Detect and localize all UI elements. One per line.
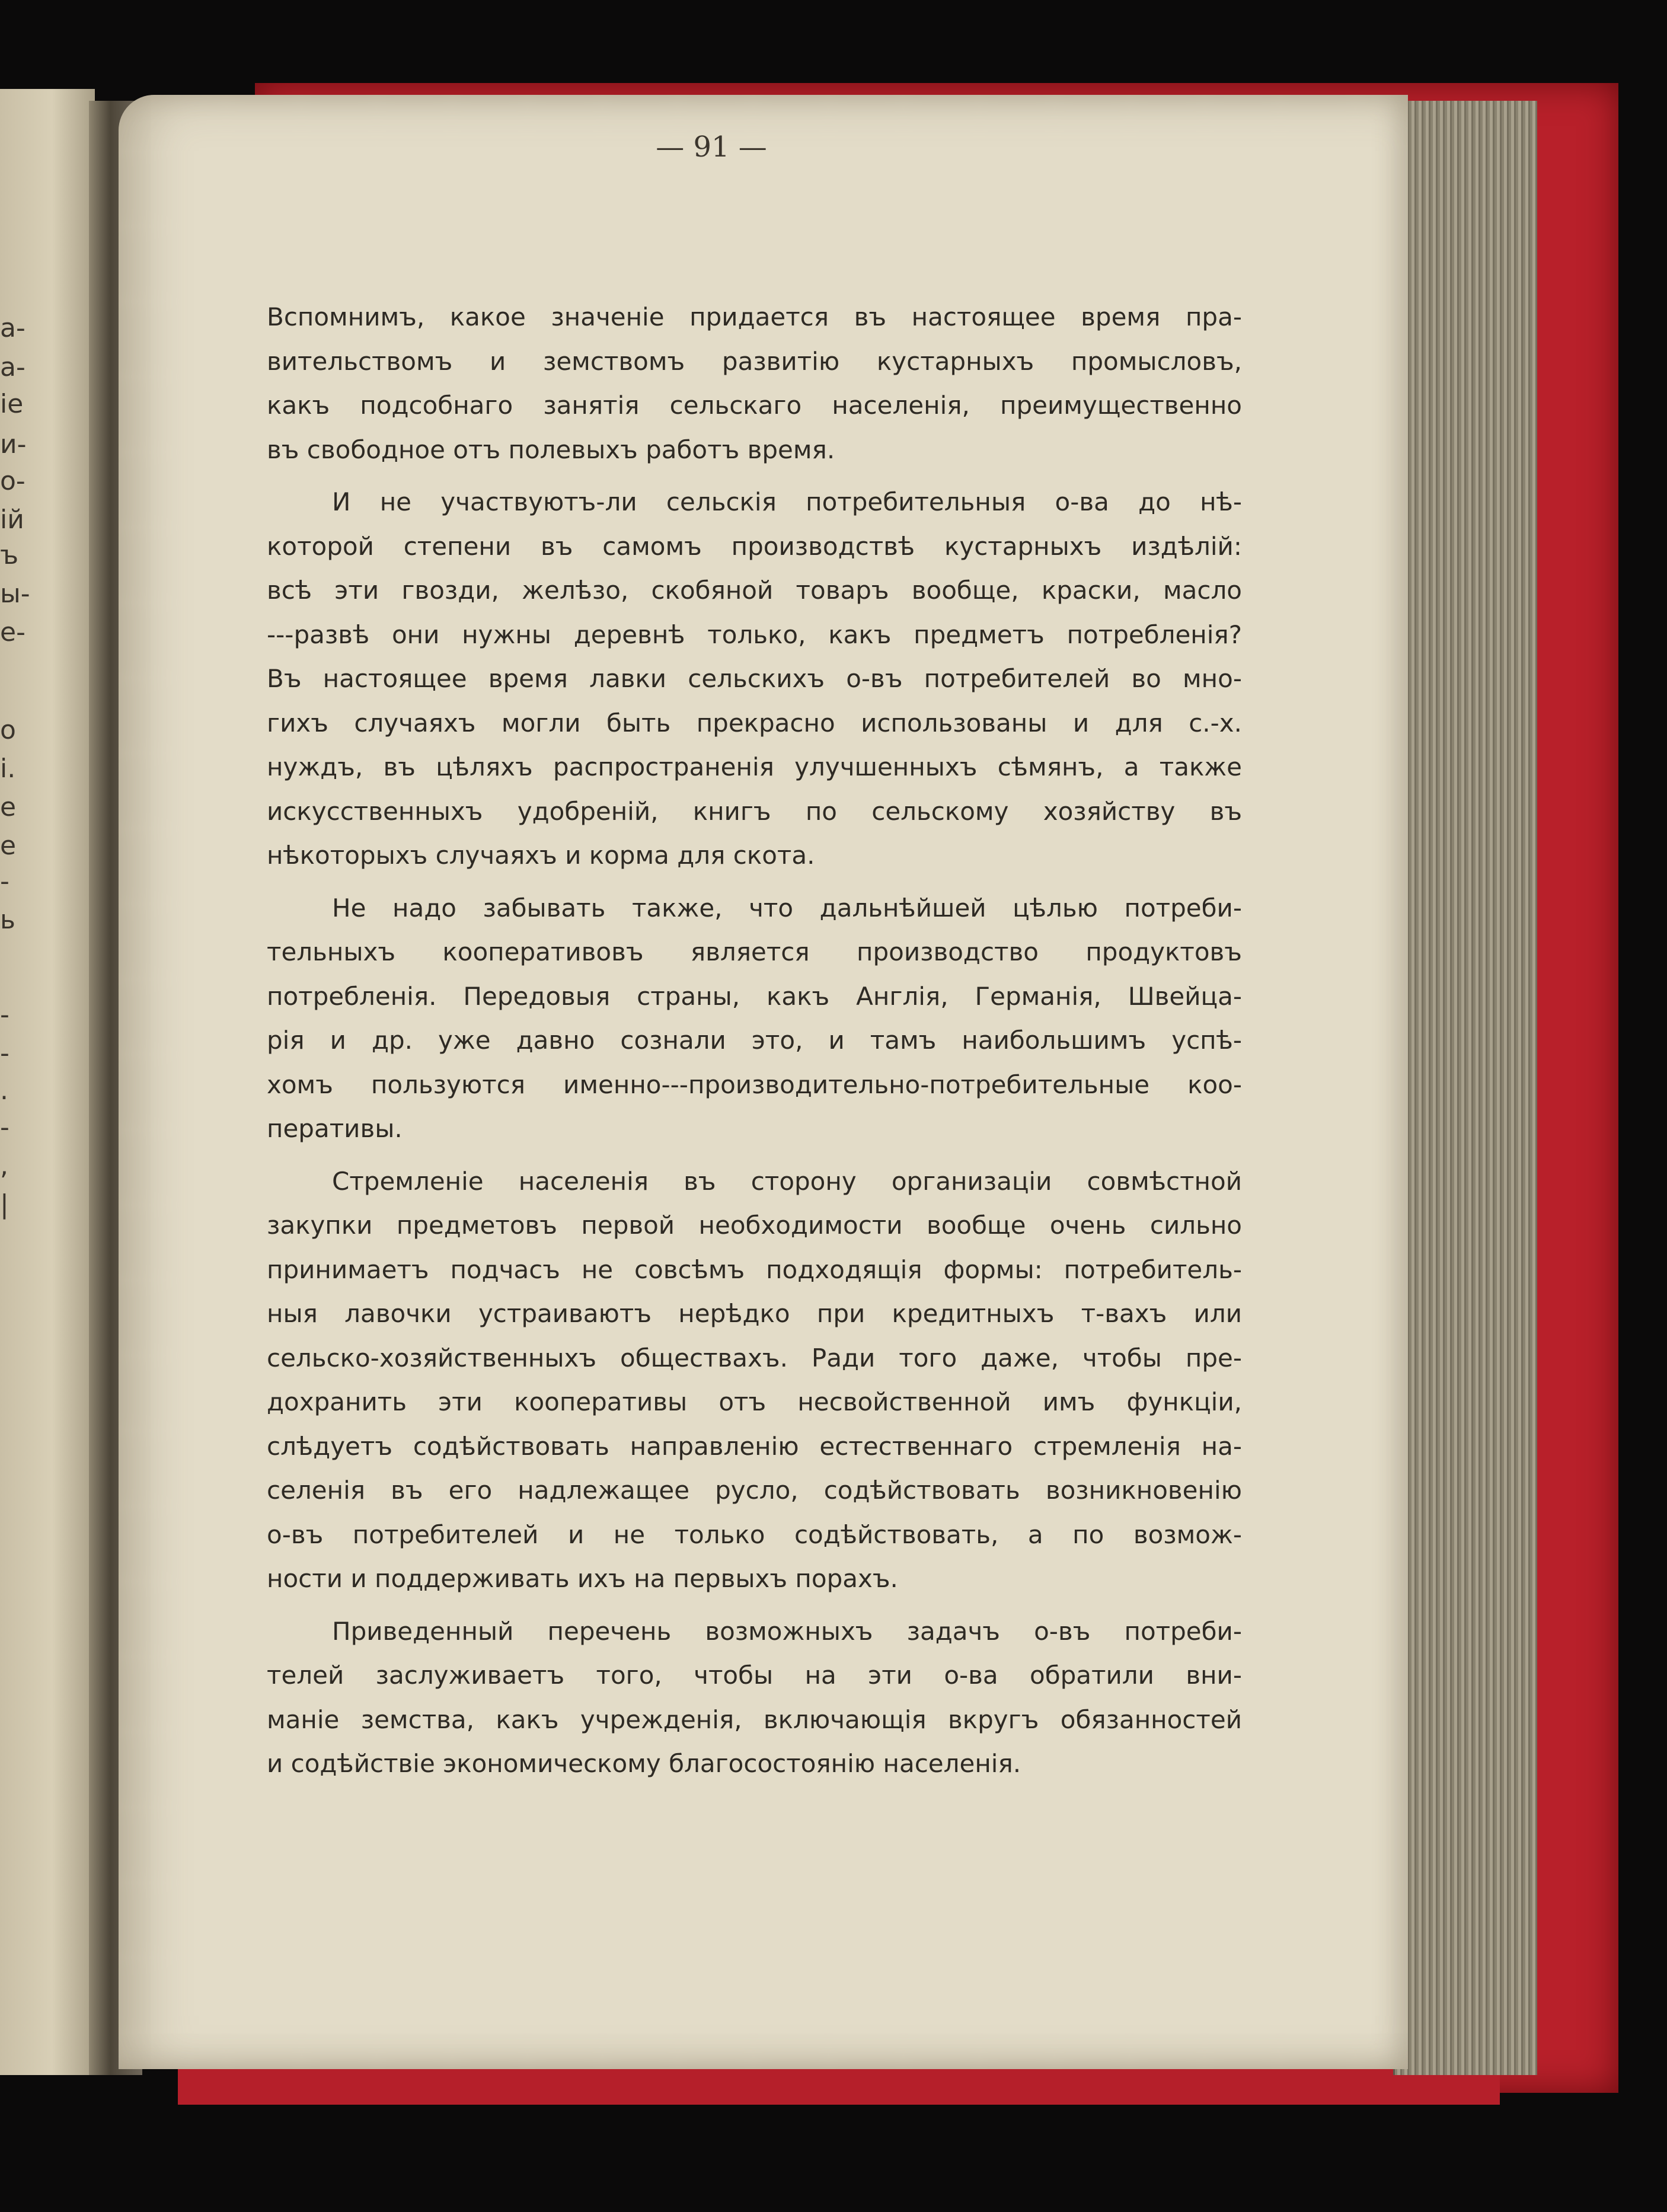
text-line: Стремленіе населенія въ сторону организаціи совмѣстной: [332, 1166, 1242, 1196]
left-fragment: а-: [0, 313, 25, 343]
text-line: нѣкоторыхъ случаяхъ и корма для скота.: [267, 841, 815, 870]
left-fragment: е: [0, 831, 17, 861]
text-line: слѣдуетъ содѣйствовать направленію естественнаго стремленія на-: [267, 1431, 1242, 1461]
text-line: сельско-хозяйственныхъ обществахъ. Ради того даже, чтобы пре-: [267, 1343, 1242, 1372]
left-fragment: .: [0, 1075, 8, 1106]
text-line: потребленія. Передовыя страны, какъ Англія, Германія, Швейца-: [267, 981, 1242, 1011]
text-line: въ свободное отъ полевыхъ работъ время.: [267, 435, 835, 464]
left-fragment: -: [0, 1000, 9, 1030]
text-line: тельныхъ кооперативовъ является производство продуктовъ: [267, 937, 1242, 966]
left-fragment: ъ: [0, 540, 19, 570]
text-line: селенія въ его надлежащее русло, содѣйствовать возникновенію: [267, 1476, 1242, 1505]
paragraph: [267, 886, 1242, 1151]
text-line: рія и др. уже давно сознали это, и тамъ наибольшимъ успѣ-: [267, 1026, 1242, 1055]
left-fragment: и-: [0, 429, 27, 459]
text-line: ныя лавочки устраиваютъ нерѣдко при кредитныхъ т-вахъ или: [267, 1299, 1242, 1328]
text-line: искусственныхъ удобреній, книгъ по сельскому хозяйству въ: [267, 796, 1242, 826]
text-line: нуждъ, въ цѣляхъ распространенія улучшенныхъ сѣмянъ, а также: [267, 752, 1242, 781]
paragraph: [267, 295, 1242, 472]
text-line: хомъ пользуются именно---производительно-потребительные коо-: [267, 1070, 1242, 1099]
text-line: Въ настоящее время лавки сельскихъ о-въ потребителей во мно-: [267, 664, 1242, 693]
paragraph: [267, 480, 1242, 878]
page-number: — 91 —: [656, 130, 767, 164]
left-fragment: ,: [0, 1151, 8, 1181]
left-fragment: і.: [0, 754, 16, 784]
left-fragment: |: [0, 1189, 9, 1220]
left-fragment: -: [0, 866, 9, 896]
left-fragment: ій: [0, 505, 24, 535]
text-line: о-въ потребителей и не только содѣйствовать, а по возмож-: [267, 1520, 1242, 1549]
text-line: ности и поддерживать ихъ на первыхъ порахъ.: [267, 1564, 898, 1593]
text-line: всѣ эти гвозди, желѣзо, скобяной товаръ вообще, краски, масло: [267, 576, 1242, 605]
paragraph: [267, 1160, 1242, 1601]
text-line: вительствомъ и земствомъ развитію кустарныхъ промысловъ,: [267, 346, 1242, 376]
text-line: дохранить эти кооперативы отъ несвойственной имъ функціи,: [267, 1387, 1242, 1416]
body-text: [267, 295, 1242, 1795]
text-line: ---развѣ они нужны деревнѣ только, какъ предметъ потребленія?: [267, 620, 1242, 649]
left-fragment: ы-: [0, 579, 30, 609]
text-line: которой степени въ самомъ производствѣ кустарныхъ издѣлій:: [267, 531, 1242, 561]
text-line: маніе земства, какъ учрежденія, включающія вкругъ обязанностей: [267, 1705, 1242, 1734]
left-fragment: -: [0, 1038, 9, 1068]
left-fragment: -: [0, 1112, 9, 1142]
left-fragment: а-: [0, 352, 25, 382]
left-fragment: о-: [0, 466, 25, 496]
text-line: гихъ случаяхъ могли быть прекрасно использованы и для с.-х.: [267, 708, 1242, 738]
text-line: Приведенный перечень возможныхъ задачъ о-въ потреби-: [332, 1616, 1242, 1646]
text-line: И не участвуютъ-ли сельскія потребительныя о-ва до нѣ-: [332, 487, 1242, 516]
text-line: какъ подсобнаго занятія сельскаго населенія, преимущественно: [267, 391, 1242, 420]
text-line: телей заслуживаетъ того, чтобы на эти о-ва обратили вни-: [267, 1661, 1242, 1690]
text-line: принимаетъ подчасъ не совсѣмъ подходящія формы: потребитель-: [267, 1255, 1242, 1284]
left-fragment: о: [0, 715, 16, 745]
text-line: Вспомнимъ, какое значеніе придается въ настоящее время пра-: [267, 302, 1242, 331]
text-line: Не надо забывать также, что дальнѣйшей цѣлью потреби-: [332, 893, 1242, 923]
left-fragment: е: [0, 792, 17, 822]
text-line: перативы.: [267, 1114, 403, 1143]
page-edges: [1393, 101, 1537, 2075]
text-line: и содѣйствіе экономическому благосостоянію населенія.: [267, 1749, 1021, 1778]
left-fragment: іе: [0, 389, 24, 419]
text-line: закупки предметовъ первой необходимости вообще очень сильно: [267, 1211, 1242, 1240]
left-fragment: ь: [0, 905, 15, 935]
left-fragment: е-: [0, 617, 25, 647]
paragraph: [267, 1610, 1242, 1786]
